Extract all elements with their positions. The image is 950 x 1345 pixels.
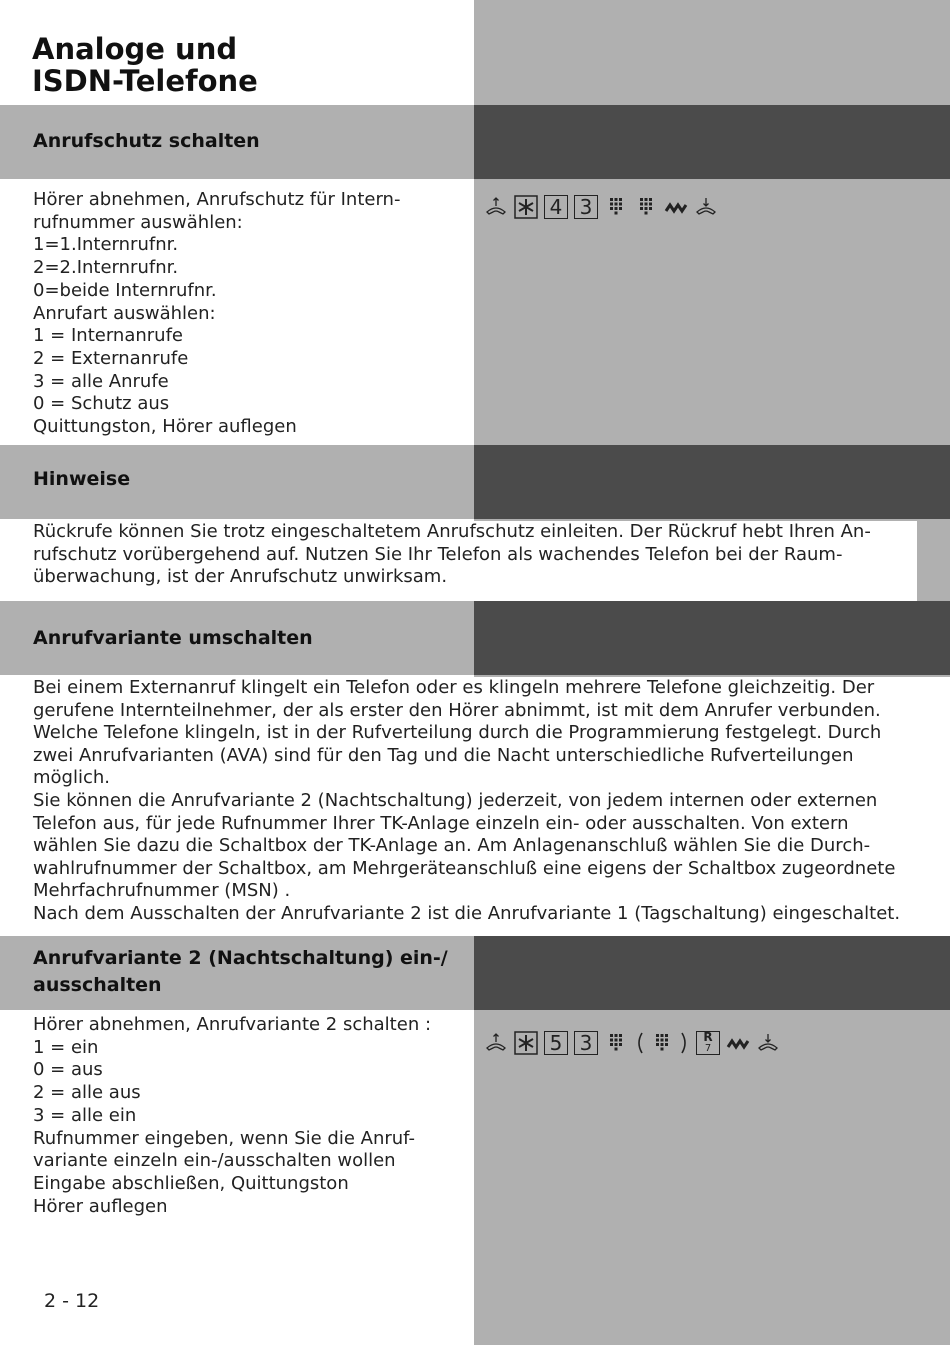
instruction-line: 1=1.Internrufnr. [33, 234, 179, 256]
instruction-line: Eingabe abschließen, Quittungston [33, 1172, 349, 1194]
paren-close-icon [680, 1031, 690, 1055]
digit-key: 3 [574, 1031, 598, 1055]
section-heading: Anrufvariante 2 (Nachtschaltung) ein-/ ausschalten [33, 947, 448, 996]
instruction-line: 3 = alle Anrufe [33, 370, 169, 392]
key-sequence-anrufschutz [484, 195, 718, 219]
instruction-line: 2=2.Internrufnr. [33, 257, 179, 279]
section3-instructions [33, 1014, 463, 1218]
paragraph-line: zwei Anrufvarianten (AVA) sind für den Tag und die Nacht unterschiedliche Rufverteilungen [33, 744, 854, 766]
instruction-line: 3 = alle ein [33, 1104, 137, 1126]
paragraph-line: rufschutz vorübergehend auf. Nutzen Sie Ihr Telefon als wachendes Telefon bei der Raum- [33, 543, 843, 565]
paragraph-line: Bei einem Externanruf klingelt ein Telefon oder es klingeln mehrere Telefone gleichzeitig. Der [33, 677, 875, 698]
handset-hangup-icon [756, 1031, 780, 1055]
instruction-line: Hörer abnehmen, Anrufvariante 2 schalten : [33, 1014, 432, 1035]
paragraph-line: Nach dem Ausschalten der Anrufvariante 2 ist die Anrufvariante 1 (Tagschaltung) eingeschaltet. [33, 902, 901, 924]
digit-key: 3 [574, 195, 598, 219]
handset-hangup-icon [694, 195, 718, 219]
paragraph-line: Mehrfachrufnummer (MSN) . [33, 880, 291, 902]
instruction-line: 0 = Schutz aus [33, 393, 170, 415]
instruction-line: 0=beide Internrufnr. [33, 279, 217, 301]
instruction-line: 0 = aus [33, 1059, 103, 1081]
r-key-label: R [703, 1030, 713, 1044]
paragraph-line: wählen Sie dazu die Schaltbox der TK-Anlage an. Am Anlagenanschluß wählen Sie die Durch- [33, 835, 871, 857]
section-header-anrufschutz [0, 105, 950, 179]
instruction-line: Quittungston, Hörer auflegen [33, 416, 297, 438]
keypad-icon [634, 195, 658, 219]
section-heading: Anrufvariante umschalten [33, 627, 313, 649]
instruction-line: 1 = Internanrufe [33, 325, 183, 347]
handset-lift-icon [484, 195, 508, 219]
instruction-line: 1 = ein [33, 1036, 99, 1058]
instruction-line: rufnummer auswählen: [33, 211, 243, 233]
paragraph-line: überwachung, ist der Anrufschutz unwirksam. [33, 566, 448, 588]
paragraph-line: Welche Telefone klingeln, ist in der Rufverteilung durch die Programmierung festgelegt. Durch [33, 722, 882, 744]
instruction-line: variante einzeln ein-/ausschalten wollen [33, 1150, 396, 1172]
paren-open-icon [634, 1031, 644, 1055]
page-title: Analoge und ISDN-Telefone [32, 32, 258, 98]
section-header-hinweise [0, 445, 950, 519]
handset-lift-icon [484, 1031, 508, 1055]
keypad-icon [604, 195, 628, 219]
instruction-line: Anrufart auswählen: [33, 302, 216, 324]
hinweise-text [0, 521, 917, 601]
paragraph-line: Telefon aus, für jede Rufnummer Ihrer TK-Anlage einzeln ein- oder ausschalten. Von extern [33, 812, 849, 834]
digit-key: 4 [544, 195, 568, 219]
confirmation-tone-icon [664, 195, 688, 219]
instruction-line: 2 = Externanrufe [33, 347, 189, 369]
section-heading: Anrufschutz schalten [33, 130, 260, 152]
digit-key: 5 [544, 1031, 568, 1055]
instruction-line: Rufnummer eingeben, wenn Sie die Anruf- [33, 1127, 416, 1149]
paragraph-line: wahlrufnummer der Schaltbox, am Mehrgeräteanschluß eine eigens der Schaltbox zugeordnete [33, 857, 896, 879]
instruction-line: Hörer abnehmen, Anrufschutz für Intern- [33, 189, 401, 210]
page-number: 2 - 12 [44, 1290, 100, 1312]
section1-instructions [33, 189, 463, 439]
paragraph-line: gerufene Internteilnehmer, der als erster den Hörer abnimmt, ist mit dem Anrufer verbunden. [33, 699, 881, 721]
confirmation-tone-icon [726, 1031, 750, 1055]
star-key-icon [514, 195, 538, 219]
keypad-icon [650, 1031, 674, 1055]
star-key-icon [514, 1031, 538, 1055]
paragraph-line: Sie können die Anrufvariante 2 (Nachtschaltung) jederzeit, von jedem internen oder externen [33, 789, 878, 811]
paragraph-line: Rückrufe können Sie trotz eingeschaltetem Anrufschutz einleiten. Der Rückruf hebt Ihren An- [33, 521, 871, 542]
keypad-icon [604, 1031, 628, 1055]
instruction-line: 2 = alle aus [33, 1082, 141, 1104]
key-sequence-nachtschaltung [484, 1031, 780, 1055]
anrufvariante-text [0, 677, 950, 936]
section-header-nachtschaltung [0, 936, 950, 1010]
section-header-anrufvariante [0, 601, 950, 675]
r-key-icon [696, 1031, 720, 1055]
section-heading: Hinweise [33, 468, 131, 490]
r-key-digit: 7 [704, 1043, 712, 1054]
paragraph-line: möglich. [33, 767, 111, 789]
instruction-line: Hörer auflegen [33, 1195, 168, 1217]
